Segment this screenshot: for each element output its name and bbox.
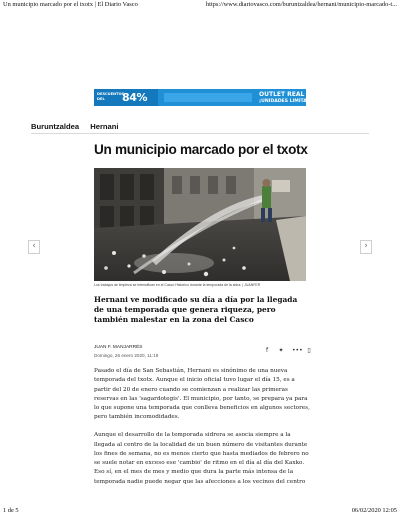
article-paragraph: Pasado el día de San Sebastián, Hernani es sinónimo de una nueva temporada del txotx. Aunque el inicio oficial tuvo lugar el día 15, es a partir del 20 de enero cuando se comienzan a realizar las primeras reservas en las 'sagardotegis'. El municipio, por tanto, se prepara ya para lo que supone una temporada que conlleva beneficios en algunos sectores, pero también incomodidades.: [94, 368, 310, 421]
article-paragraph: Aunque el desarrollo de la temporada sidrera se asocia siempre a la llegada al centro de la localidad de un buen número de visitantes durante los fines de semana, no es menos cierto que hasta mediados de febrero no se suele notar en exceso ese 'cambio' de ritmo en el día al día del Kaxko. Eso sí, en el mes de mes y medio que dura la parte más intensa de la temporada nadie puede negar que las afecciones a los vecinos del centro: [94, 432, 309, 485]
breadcrumb-subsection-link[interactable]: Hernani: [90, 122, 119, 131]
street-cleaning-photo: [94, 168, 306, 281]
next-article-button[interactable]: [360, 240, 372, 254]
bookmark-icon[interactable]: ▯: [307, 347, 311, 354]
print-datetime: 06/02/2020 12:05: [351, 507, 397, 514]
banner-discount-panel: [94, 89, 158, 106]
print-page-title: Un municipio marcado por el txotx | El Diario Vasco: [3, 1, 138, 8]
chevron-left-icon: ‹: [32, 241, 36, 251]
previous-article-button[interactable]: [28, 240, 40, 254]
banner-headline: OUTLET REAL SOCIEDAD: [259, 91, 342, 98]
twitter-icon[interactable]: ✦: [278, 347, 284, 354]
banner-discount-percent: 84%: [122, 91, 148, 104]
banner-discount-label: DESCUENTOS DEL: [97, 92, 125, 101]
chevron-right-icon: ›: [364, 241, 368, 251]
photo-caption: Los trabajos de limpieza se intensifican en el Casco Histórico durante la temporada de la sidra. | JUANFER: [94, 283, 261, 287]
article-date: Domingo, 26 enero 2020, 11:19: [94, 353, 159, 358]
print-page-url[interactable]: https://www.diariovasco.com/buruntzaldea/hernani/municipio-marcado-t...: [205, 1, 397, 8]
print-footer: [3, 507, 397, 516]
print-page-number: 1 de 5: [3, 507, 19, 514]
article-photo: [94, 168, 306, 281]
article-headline: Un municipio marcado por el txotx: [94, 142, 308, 157]
breadcrumb-section-link[interactable]: Buruntzaldea: [31, 122, 80, 131]
more-icon[interactable]: •••: [292, 347, 303, 354]
share-bar: [264, 346, 312, 355]
article-author[interactable]: JUAN F. MANJARRÉS: [94, 345, 143, 350]
banner-product-image: [164, 93, 252, 102]
print-header: [3, 1, 397, 10]
banner-tagline: ¡UNIDADES LIMITADAS!: [259, 98, 320, 104]
article-body: [94, 367, 310, 496]
article-subtitle: Hernani ve modificado su día a día por la llegada de una temporada que genera riqueza, pero también malestar en la zona del Casco: [94, 295, 298, 324]
breadcrumb-divider: [31, 133, 369, 134]
breadcrumb: [31, 122, 119, 131]
facebook-icon[interactable]: f: [265, 347, 269, 354]
ad-banner[interactable]: [94, 89, 342, 106]
